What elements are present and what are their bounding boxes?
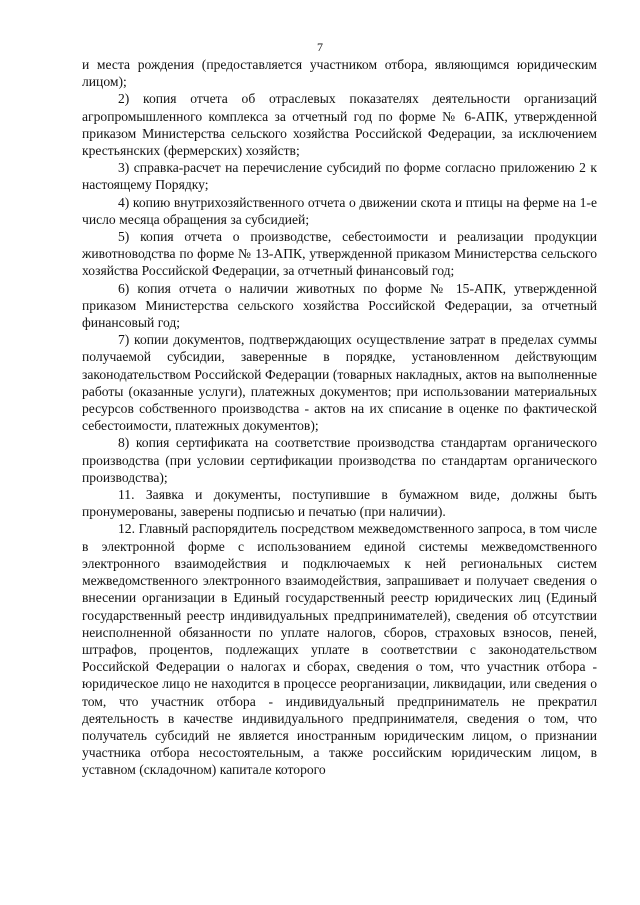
page-number: 7 <box>317 40 323 54</box>
paragraph-item-2: 2) копия отчета об отраслевых показателях деятельности организаций агропромышленного комплекса за отчетный год по форме № 6-АПК, утвержденной приказом Министерства сельского хозяйства Российской Федерации, за исключением крестьянских (фермерских) хозяйств; <box>82 91 597 159</box>
paragraph-item-7: 7) копии документов, подтверждающих осуществление затрат в пределах суммы получаемой субсидии, заверенные в порядке, установленном действующим законодательством Российской Федерации (товарных накладных, актов на выполненные работы (оказанные услуги), платежных документов; при использовании материальных ресурсов собственного производства - актов на их списание в оценке по фактической себестоимости, платежных документов); <box>82 332 597 434</box>
paragraph-clause-11: 11. Заявка и документы, поступившие в бумажном виде, должны быть пронумерованы, заверены подписью и печатью (при наличии). <box>82 487 597 520</box>
paragraph-item-6: 6) копия отчета о наличии животных по форме № 15-АПК, утвержденной приказом Министерства сельского хозяйства Российской Федерации, за отчетный финансовый год; <box>82 280 597 331</box>
paragraph-clause-12: 12. Главный распорядитель посредством межведомственного запроса, в том числе в электронной форме с использованием единой системы межведомственного электронного взаимодействия и подключаемых к ней региональных систем межведомственного электронного взаимодействия, запрашивает и получает сведения о внесении организации в Единый государственный реестр юридических лиц (Единый государственный реестр индивидуальных предпринимателей), сведения об отсутствии неисполненной обязанности по уплате налогов, сборов, страховых взносов, пеней, штрафов, процентов, подлежащих уплате в соответствии с законодательством Российской Федерации о налогах и сборах, сведения о том, что участник отбора - юридическое лицо не находится в процессе реорганизации, ликвидации, или сведения о том, что участник отбора - индивидуальный предприниматель не прекратил деятельность в качестве индивидуального предпринимателя, сведения о том, что получатель субсидий не является иностранным юридическим лицом, о признании участника отбора несостоятельным, а также российским юридическим лицом, в уставном (складочном) капитале которого <box>82 521 597 778</box>
paragraph-continuation: и места рождения (предоставляется участником отбора, являющимся юридическим лицом); <box>82 57 597 90</box>
paragraph-item-8: 8) копия сертификата на соответствие производства стандартам органического производства (при условии сертификации производства по стандартам органического производства); <box>82 435 597 485</box>
document-body <box>82 56 597 779</box>
paragraph-item-5: 5) копия отчета о производстве, себестоимости и реализации продукции животноводства по форме № 13-АПК, утвержденной приказом Министерства сельского хозяйства Российской Федерации, за отчетный финансовый год; <box>82 229 597 279</box>
paragraph-item-4: 4) копию внутрихозяйственного отчета о движении скота и птицы на ферме на 1-е число месяца обращения за субсидией; <box>82 194 597 227</box>
paragraph-item-3: 3) справка-расчет на перечисление субсидий по форме согласно приложению 2 к настоящему Порядку; <box>82 160 597 193</box>
